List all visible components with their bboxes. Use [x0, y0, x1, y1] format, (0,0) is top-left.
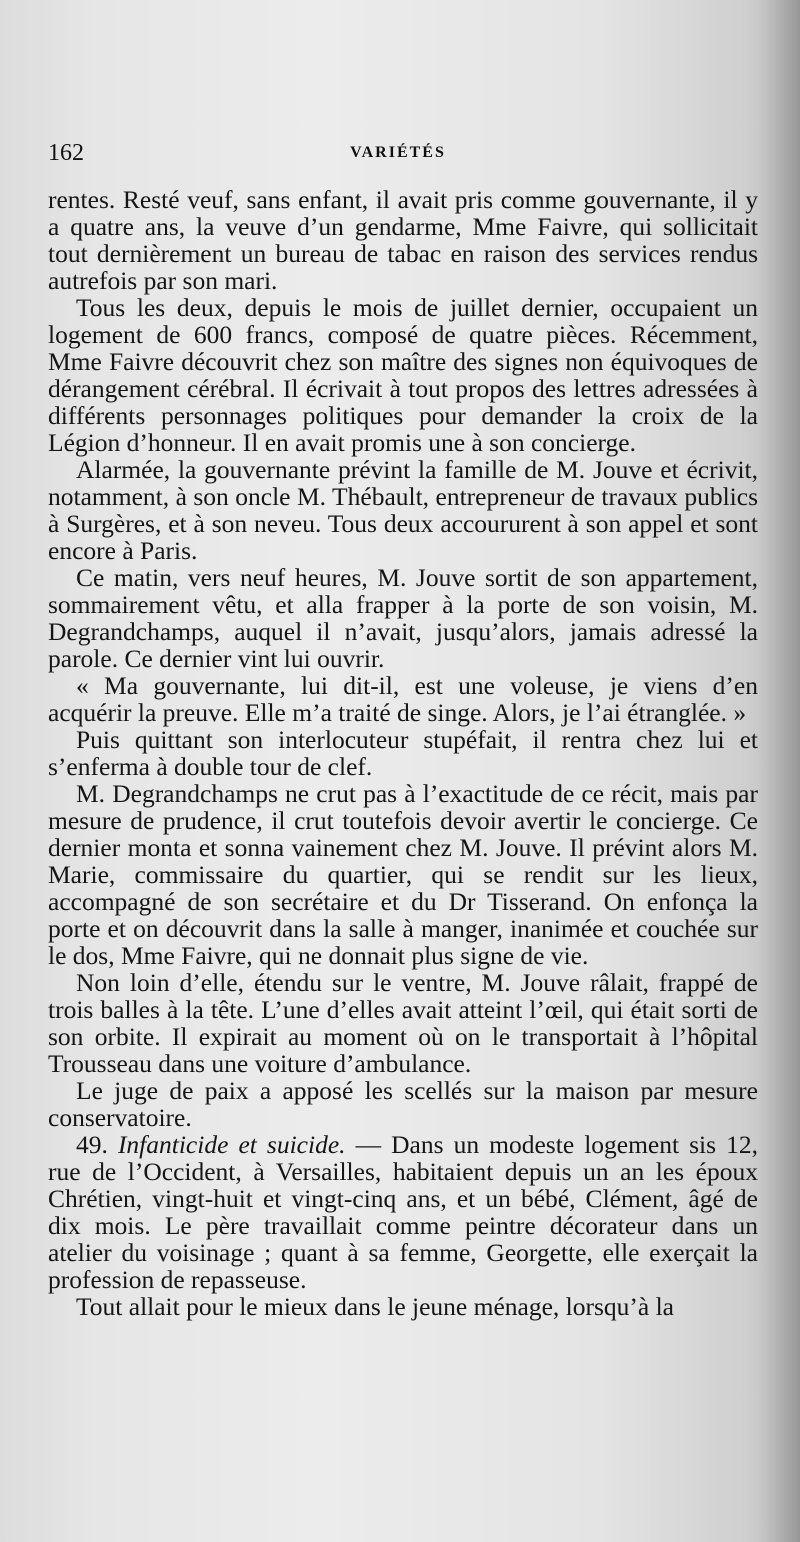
section-body: — Dans un modeste logement sis 12, rue de l’Occident, à Versailles, habitaient depuis un an les époux Chrétien, vingt-huit et vingt-cinq ans, et un bébé, Clément, âgé de dix mois. Le père travaillait comme peintre décorateur dans un atelier du voisinage ; quant à sa femme, Georgette, elle exerçait la profession de repasseuse.	[48, 1130, 758, 1294]
paragraph-11: Tout allait pour le mieux dans le jeune ménage, lorsqu’à la	[76, 1292, 674, 1321]
page-number: 162	[48, 140, 84, 166]
paragraph-1: rentes. Resté veuf, sans enfant, il avait pris comme gouvernante, il y a quatre ans, la veuve d’un gendarme, Mme Faivre, qui sollicitait tout dernièrement un bureau de tabac en raison des services rendus autrefois par son mari.	[48, 185, 758, 295]
page-gutter-shadow	[758, 0, 800, 1542]
section-number: 49.	[76, 1130, 108, 1159]
section-title: Infanticide et suicide.	[117, 1130, 346, 1159]
paragraph-6: Puis quittant son interlocuteur stupéfait, il rentra chez lui et s’enferma à double tour de clef.	[48, 725, 758, 781]
body-text	[48, 186, 758, 1320]
paragraph-3: Alarmée, la gouvernante prévint la famille de M. Jouve et écrivit, notamment, à son oncle M. Thébault, entrepreneur de travaux publics à Surgères, et à son neveu. Tous deux accoururent à son appel et sont encore à Paris.	[48, 455, 758, 565]
paragraph-2: Tous les deux, depuis le mois de juillet dernier, occupaient un logement de 600 francs, composé de quatre pièces. Récemment, Mme Faivre découvrit chez son maître des signes non équivoques de dérangement cérébral. Il écrivait à tout propos des lettres adressées à différents personnages politiques pour demander la croix de la Légion d’honneur. Il en avait promis une à son concierge.	[48, 293, 758, 457]
paragraph-4: Ce matin, vers neuf heures, M. Jouve sortit de son appartement, sommairement vêtu, et alla frapper à la porte de son voisin, M. Degrandchamps, auquel il n’avait, jusqu’alors, jamais adressé la parole. Ce dernier vint lui ouvrir.	[48, 563, 758, 673]
paragraph-8: Non loin d’elle, étendu sur le ventre, M. Jouve râlait, frappé de trois balles à la tête. L’une d’elles avait atteint l’œil, qui était sorti de son orbite. Il expirait au moment où on le transportait à l’hôpital Trousseau dans une voiture d’ambulance.	[48, 968, 758, 1078]
paragraph-7: M. Degrandchamps ne crut pas à l’exactitude de ce récit, mais par mesure de prudence, il crut toutefois devoir avertir le concierge. Ce dernier monta et sonna vainement chez M. Jouve. Il prévint alors M. Marie, commissaire du quartier, qui se rendit sur les lieux, accompagné de son secrétaire et du Dr Tisserand. On enfonça la porte et on découvrit dans la salle à manger, inanimée et couchée sur le dos, Mme Faivre, qui ne donnait plus signe de vie.	[48, 779, 758, 970]
paragraph-9: Le juge de paix a apposé les scellés sur la maison par mesure conservatoire.	[48, 1076, 758, 1132]
running-title: VARIÉTÉS	[350, 144, 446, 161]
paragraph-5: « Ma gouvernante, lui dit-il, est une voleuse, je viens d’en acquérir la preuve. Elle m’a traité de singe. Alors, je l’ai étranglée. »	[48, 671, 758, 727]
page-header	[48, 140, 748, 180]
section-49-paragraph	[48, 1131, 758, 1293]
